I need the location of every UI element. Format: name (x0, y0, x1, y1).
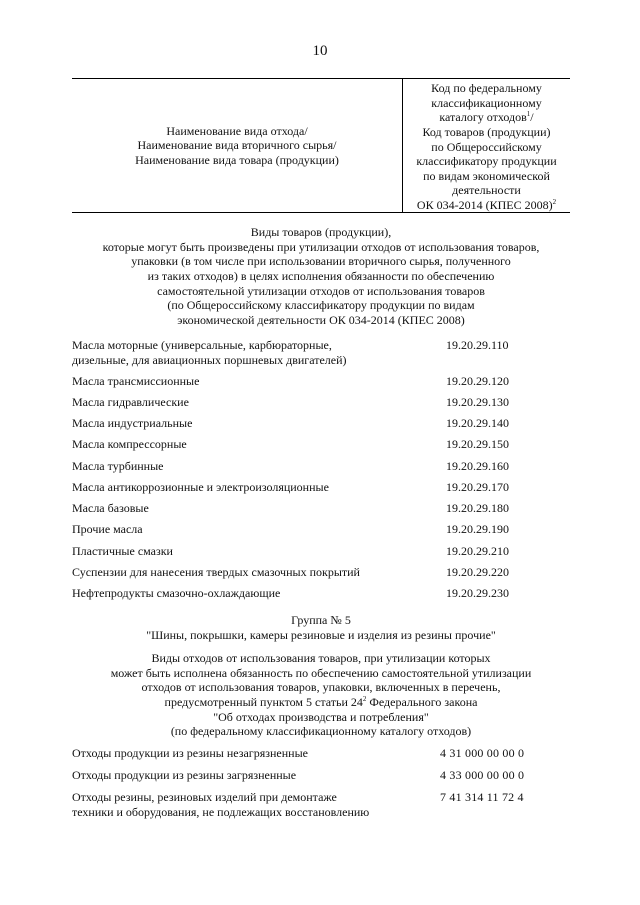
header-right-line: каталогу отходов$^1$/ (439, 110, 534, 125)
heading-line: экономической деятельности ОК 034-2014 (КПЕС 2008) (177, 312, 465, 327)
product-code: 19.20.29.190 (446, 522, 509, 536)
heading-line: Виды отходов от использования товаров, при утилизации которых (151, 651, 491, 665)
product-name: Суспензии для нанесения твердых смазочных покрытий (72, 565, 360, 579)
heading-line: упаковки (в том числе при использовании вторичного сырья, полученного (131, 254, 511, 269)
product-code: 19.20.29.140 (446, 416, 509, 430)
header-right-line: по Общероссийскому (431, 139, 542, 154)
heading-line: может быть исполнена обязанность по обеспечению самостоятельной утилизации (110, 665, 532, 680)
waste-name: Отходы продукции из резины загрязненные (72, 768, 297, 782)
header-right-line: по видам экономической (423, 168, 550, 183)
product-name: Прочие масла (72, 522, 143, 536)
product-name: Масла индустриальные (72, 416, 193, 430)
waste-name: Отходы резины, резиновых изделий при демонтаже техники и оборудования, не подлежащих восстановлению (72, 790, 370, 819)
header-right-line: Код товаров (продукции) (422, 124, 551, 139)
product-code: 19.20.29.220 (446, 565, 509, 579)
product-code: 19.20.29.120 (446, 374, 509, 388)
product-name: Пластичные смазки (72, 544, 173, 558)
group-title: Группа № 5 (291, 613, 351, 627)
product-row (72, 338, 570, 370)
product-code: 19.20.29.110 (446, 338, 509, 352)
product-name: Масла турбинные (72, 459, 164, 473)
waste-name: Отходы продукции из резины незагрязненные (72, 746, 308, 760)
page-number: 10 (312, 43, 328, 59)
waste-code: 4 33 000 00 00 0 (440, 768, 525, 782)
product-name: Масла компрессорные (72, 437, 187, 451)
product-code: 19.20.29.210 (446, 544, 509, 558)
heading-line: которые могут быть произведены при утилизации отходов от использования товаров, (102, 239, 540, 254)
product-code: 19.20.29.170 (446, 480, 509, 494)
product-name: Масла антикоррозионные и электроизоляционные (72, 480, 329, 494)
heading-line: самостоятельной утилизации отходов от использования товаров (157, 283, 485, 298)
product-code: 19.20.29.180 (446, 501, 509, 515)
header-left-cell (72, 79, 403, 212)
waste-row (72, 790, 570, 822)
header-right-line: Код по федеральному (431, 81, 542, 95)
heading-line: (по Общероссийскому классификатору продукции по видам (167, 298, 475, 313)
heading-line: (по федеральному классификационному каталогу отходов) (170, 724, 472, 739)
header-right-line: деятельности (452, 183, 521, 198)
product-name: Масла моторные (универсальные, карбюраторные, дизельные, для авиационных поршневых двигателей) (72, 338, 347, 367)
header-left-line: Наименование вида отхода/ (166, 123, 308, 138)
product-code: 19.20.29.150 (446, 437, 509, 451)
product-name: Масла гидравлические (72, 395, 189, 409)
header-right-cell (403, 81, 570, 213)
header-right-line: классификационному (431, 95, 542, 110)
waste-code: 7 41 314 11 72 4 (440, 790, 524, 804)
header-right-line: ОК 034-2014 (КПЕС 2008)$^2$ (416, 198, 557, 212)
product-code: 19.20.29.130 (446, 395, 509, 409)
waste-code: 4 31 000 00 00 0 (440, 746, 525, 760)
header-table (72, 78, 570, 213)
product-code: 19.20.29.230 (446, 586, 509, 600)
heading-line: из таких отходов) в целях исполнения обязанности по обеспечению (147, 268, 495, 283)
product-name: Нефтепродукты смазочно-охлаждающие (72, 586, 281, 600)
header-left-line: Наименование вида товара (продукции) (135, 152, 339, 167)
header-right-line: классификатору продукции (416, 154, 557, 169)
heading-line: отходов от использования товаров, упаковки, включенных в перечень, (141, 680, 501, 695)
product-name: Масла трансмиссионные (72, 374, 200, 388)
product-name: Масла базовые (72, 501, 149, 515)
group-waste-heading (72, 651, 570, 739)
heading-line: Виды товаров (продукции), (250, 225, 392, 239)
product-code: 19.20.29.160 (446, 459, 509, 473)
header-left-line: Наименование вида вторичного сырья/ (137, 138, 337, 153)
heading-line: предусмотренный пунктом 5 статьи $24^2$ Федерального закона (164, 694, 478, 709)
heading-line: "Об отходах производства и потребления" (213, 709, 429, 724)
group-subtitle: "Шины, покрышки, камеры резиновые и изделия из резины прочие" (146, 628, 496, 642)
products-section-heading (72, 225, 570, 327)
